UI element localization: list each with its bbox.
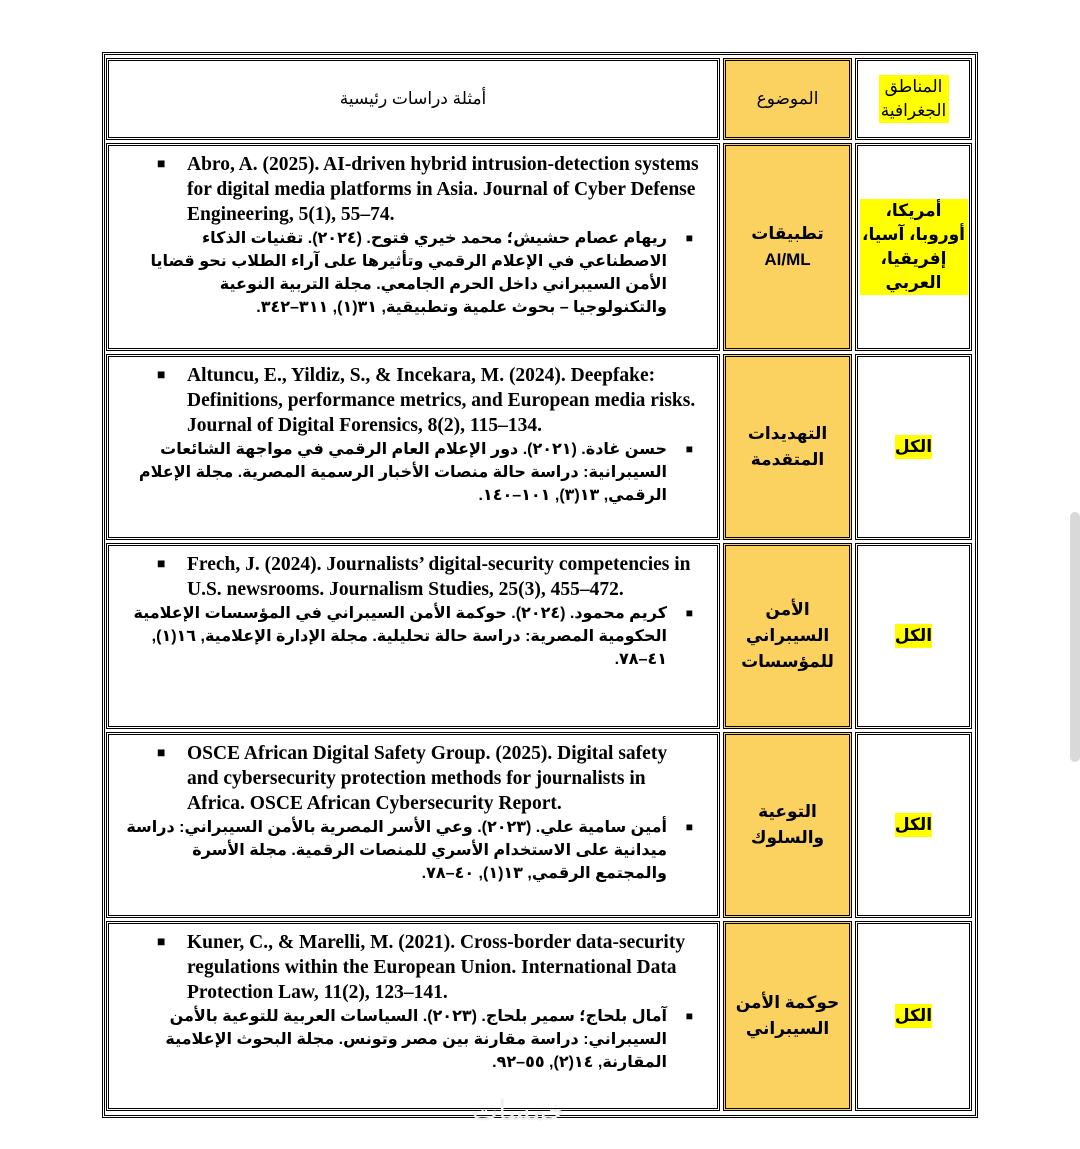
region-label: الكل xyxy=(895,813,932,837)
bullet-icon: ■ xyxy=(685,231,693,245)
bullet-icon: ■ xyxy=(685,1009,693,1023)
arabic-study: ■ حسن غادة. (٢٠٢١). دور الإعلام العام الرقمي في مواجهة الشائعات السيبرانية: دراسة حالة منصات الأخبار الرسمية المصرية. مجلة الإعلام الرقمي, ١٣(٣), ١٠١–١٤٠. xyxy=(123,438,707,507)
scrollbar[interactable] xyxy=(1070,512,1080,762)
topic-label: الأمن السيبراني للمؤسسات xyxy=(741,600,834,671)
english-study: ■ Abro, A. (2025). AI-driven hybrid intrusion-detection systems for digital media platforms in Asia. Journal of Cyber Defense Engineering, 5(1), 55–74. xyxy=(157,154,699,225)
topic-cell-4 xyxy=(723,732,852,918)
region-cell-2 xyxy=(855,354,972,540)
bullet-icon: ■ xyxy=(685,442,693,456)
region-label: الكل xyxy=(895,1004,932,1028)
topic-cell-2 xyxy=(723,354,852,540)
region-label: الكل xyxy=(895,435,932,459)
english-study: ■ Kuner, C., & Marelli, M. (2021). Cross-border data-security regulations within the European Union. International Data Protection Law, 11(2), 123–141. xyxy=(157,932,686,1003)
region-cell-3 xyxy=(855,543,972,729)
topic-label: حوكمة الأمن السيبراني xyxy=(735,993,840,1038)
arabic-study: ■ آمال بلحاج؛ سمير بلحاج. (٢٠٢٣). السياسات العربية للتوعية بالأمن السيبراني: دراسة مقارنة بين مصر وتونس. مجلة البحوث الإعلامية المقارنة, ١٤(٢), ٥٥–٩٢. xyxy=(123,1005,707,1074)
bullet-icon: ■ xyxy=(157,157,166,172)
region-label: الكل xyxy=(895,624,932,648)
header-regions: المناطق الجغرافية xyxy=(879,75,949,123)
study-cell-2 xyxy=(106,354,720,540)
bullet-icon: ■ xyxy=(157,746,166,761)
arabic-study: ■ أمين سامية علي. (٢٠٢٣). وعي الأسر المصرية بالأمن السيبراني: دراسة ميدانية على الاستخدام الأسري للمنصات الرقمية. مجلة الأسرة والمجتمع الرقمي, ١٣(١), ٤٠–٧٨. xyxy=(123,816,707,885)
study-cell-4 xyxy=(106,732,720,918)
topic-cell-5 xyxy=(723,921,852,1111)
study-cell-3 xyxy=(106,543,720,729)
header-examples: أمثلة دراسات رئيسية xyxy=(339,89,487,108)
topic-label: التهديدات المتقدمة xyxy=(747,424,828,469)
bullet-icon: ■ xyxy=(157,557,166,572)
english-study: ■ Frech, J. (2024). Journalists’ digital-security competencies in U.S. newsrooms. Journalism Studies, 25(3), 455–472. xyxy=(157,554,691,600)
region-cell-5 xyxy=(855,921,972,1111)
region-cell-1 xyxy=(855,143,972,351)
english-study: ■ Altuncu, E., Yildiz, S., & Incekara, M. (2024). Deepfake: Definitions, performance metrics, and European media risks. Journal of Digital Forensics, 8(2), 115–134. xyxy=(157,365,696,436)
header-topic: الموضوع xyxy=(756,89,819,108)
arabic-study: ■ كريم محمود. (٢٠٢٤). حوكمة الأمن السيبراني في المؤسسات الإعلامية الحكومية المصرية: دراسة حالة تحليلية. مجلة الإدارة الإعلامية, ١٦(١), ٤١–٧٨. xyxy=(123,602,707,671)
region-label: أمريكا، أوروبا، آسيا، إفريقيا، العربي xyxy=(860,199,968,295)
topic-cell-1 xyxy=(723,143,852,351)
study-cell-1 xyxy=(106,143,720,351)
region-cell-4 xyxy=(855,732,972,918)
bullet-icon: ■ xyxy=(685,820,693,834)
header-topic-cell xyxy=(723,58,852,140)
english-study: ■ OSCE African Digital Safety Group. (2025). Digital safety and cybersecurity protection methods for journalists in Africa. OSCE African Cybersecurity Report. xyxy=(157,743,668,814)
header-regions-cell xyxy=(855,58,972,140)
topic-label: تطبيقات AI/ML xyxy=(751,224,824,269)
header-examples-cell xyxy=(106,58,720,140)
topic-cell-3 xyxy=(723,543,852,729)
bullet-icon: ■ xyxy=(685,606,693,620)
arabic-study: ■ ريهام عصام حشيش؛ محمد خيري فتوح. (٢٠٢٤). تقنيات الذكاء الاصطناعي في الإعلام الرقمي وتأثيرها على آراء الطلاب نحو قضايا الأمن السيبراني داخل الحرم الجامعي. مجلة التربية النوعية والتكنولوجيا – بحوث علمية وتطبيقية, ٣١(١), ٣١١–٣٤٢. xyxy=(123,227,707,319)
study-cell-5 xyxy=(106,921,720,1111)
bullet-icon: ■ xyxy=(157,368,166,383)
watermark: خمسات xyxy=(472,1095,566,1126)
topic-label: التوعية والسلوك xyxy=(750,802,825,847)
bullet-icon: ■ xyxy=(157,935,166,950)
